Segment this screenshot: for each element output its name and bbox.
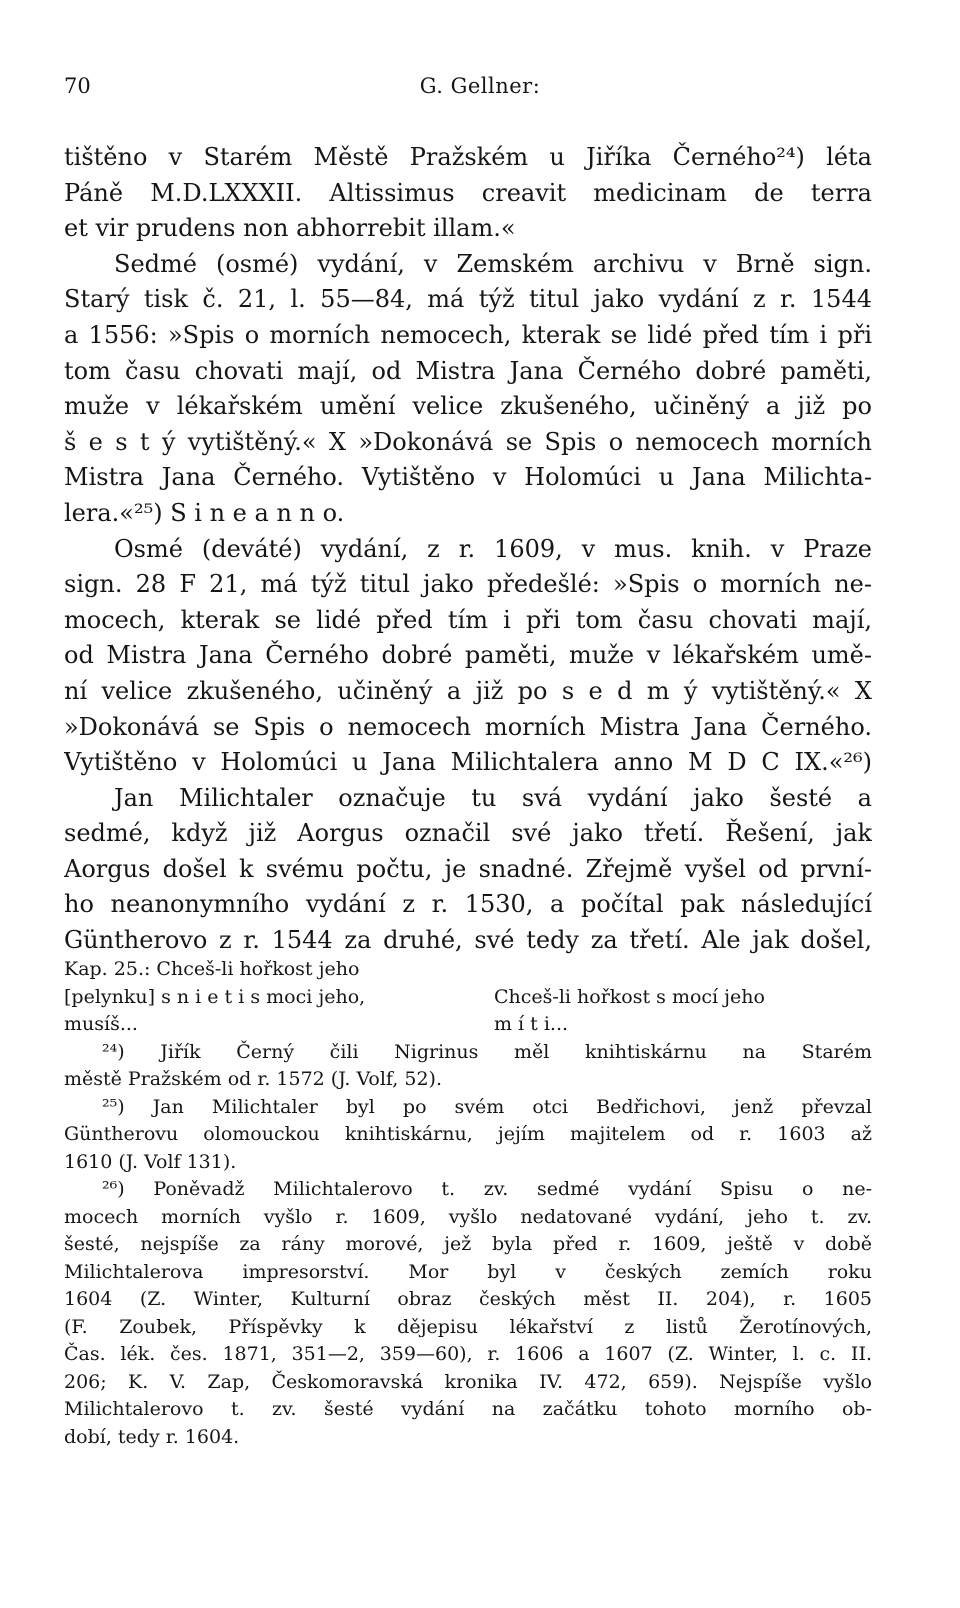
text-line: š e s t ý vytištěný.« X »Dokonává se Spis o nemocech morních [64,427,872,456]
footnote-line: ²⁴) Jiřík Černý čili Nigrinus měl knihtiskárnu na Starém [102,1040,872,1063]
kap-quote-right: m í t i... [494,1013,569,1035]
text-line: et vir prudens non abhorrebit illam.« [64,214,516,243]
text-line: a 1556: »Spis o morních nemocech, kterak se lidé před tím i při [64,320,872,349]
text-line: ho neanonymního vydání z r. 1530, a počítal pak následující [64,890,872,919]
main-text [64,140,872,959]
text-line: tom času chovati mají, od Mistra Jana Černého dobré paměti, [64,356,872,385]
footnote-line: 1604 (Z. Winter, Kulturní obraz českých měst II. 204), r. 1605 [64,1288,872,1310]
footnote-line: ²⁵) Jan Milichtaler byl po svém otci Bedřichovi, jenž převzal [102,1095,872,1118]
footnotes [64,956,872,1451]
footnote-line: Čas. lék. čes. 1871, 351—2, 359—60), r. 1606 a 1607 (Z. Winter, l. c. II. [64,1343,872,1365]
footnote-line: ²⁶) Poněvadž Milichtalerovo t. zv. sedmé vydání Spisu o ne- [102,1178,872,1200]
kap-quote-right: Chceš-li hořkost s mocí jeho [494,985,765,1008]
text-line: Aorgus došel k svému počtu, je snadné. Zřejmě vyšel od první- [64,854,872,883]
kap-quote-left: [pelynku] s n i e t i s moci jeho, [64,985,366,1008]
text-line: Starý tisk č. 21, l. 55—84, má týž titul jako vydání z r. 1544 [64,285,872,314]
text-line: muže v lékařském umění velice zkušeného, učiněný a již po [64,392,872,421]
footnote-line: mocech morních vyšlo r. 1609, vyšlo nedatované vydání, jeho t. zv. [64,1205,872,1228]
text-line: »Dokonává se Spis o nemocech morních Mistra Jana Černého. [64,712,872,741]
footnote-line: šesté, nejspíše za rány morové, jež byla před r. 1609, ještě v době [64,1233,872,1255]
text-line: tištěno v Starém Městě Pražském u Jiříka Černého²⁴) léta [64,143,872,171]
footnote-line: Güntherovu olomouckou knihtiskárnu, jejím majitelem od r. 1603 až [64,1123,872,1145]
text-line: lera.«²⁵) S i n e a n n o. [64,498,345,527]
text-line: sedmé, když již Aorgus označil své jako třetí. Řešení, jak [64,819,872,848]
footnote-line: 1610 (J. Volf 131). [64,1150,237,1173]
footnote-line: Milichtalerova impresorství. Mor byl v českých zemích roku [64,1260,872,1283]
kap-quote-line [64,1011,872,1039]
text-line: Mistra Jana Černého. Vytištěno v Holomúci u Jana Milichta- [64,463,872,492]
footnote-line: (F. Zoubek, Příspěvky k dějepisu lékařství z listů Žerotínových, [64,1315,872,1338]
text-line: Sedmé (osmé) vydání, v Zemském archivu v Brně sign. [114,249,872,278]
text-line: Páně M.D.LXXXII. Altissimus creavit medicinam de terra [64,178,872,207]
text-line: Güntherovo z r. 1544 za druhé, své tedy za třetí. Ale jak došel, [64,926,872,955]
page-header [64,74,896,104]
kap-quote-line: Kap. 25.: Chceš-li hořkost jeho [64,958,360,980]
text-line: ní velice zkušeného, učiněný a již po s e d m ý vytištěný.« X [64,676,872,705]
footnote-line: 206; K. V. Zap, Českomoravská kronika IV. 472, 659). Nejspíše vyšlo [64,1370,872,1393]
page-number: 70 [64,74,91,98]
kap-quote-line [64,984,872,1012]
footnote-line: městě Pražském od r. 1572 (J. Volf, 52). [64,1068,442,1090]
footnote-line: Milichtalerovo t. zv. šesté vydání na začátku tohoto morního ob- [64,1398,872,1420]
text-line: Vytištěno v Holomúci u Jana Milichtalera anno M D C IX.«²⁶) [64,748,872,777]
text-line: Osmé (deváté) vydání, z r. 1609, v mus. knih. v Praze [114,534,872,563]
text-line: od Mistra Jana Černého dobré paměti, muže v lékařském umě- [64,641,872,670]
text-line: sign. 28 F 21, má týž titul jako předešlé: »Spis o morních ne- [64,570,872,599]
kap-quote-left: musíš... [64,1013,138,1035]
running-title: G. Gellner: [419,74,541,98]
text-line: Jan Milichtaler označuje tu svá vydání jako šesté a [114,783,872,812]
footnote-line: dobí, tedy r. 1604. [64,1425,240,1448]
text-line: mocech, kterak se lidé před tím i při tom času chovati mají, [64,605,872,634]
